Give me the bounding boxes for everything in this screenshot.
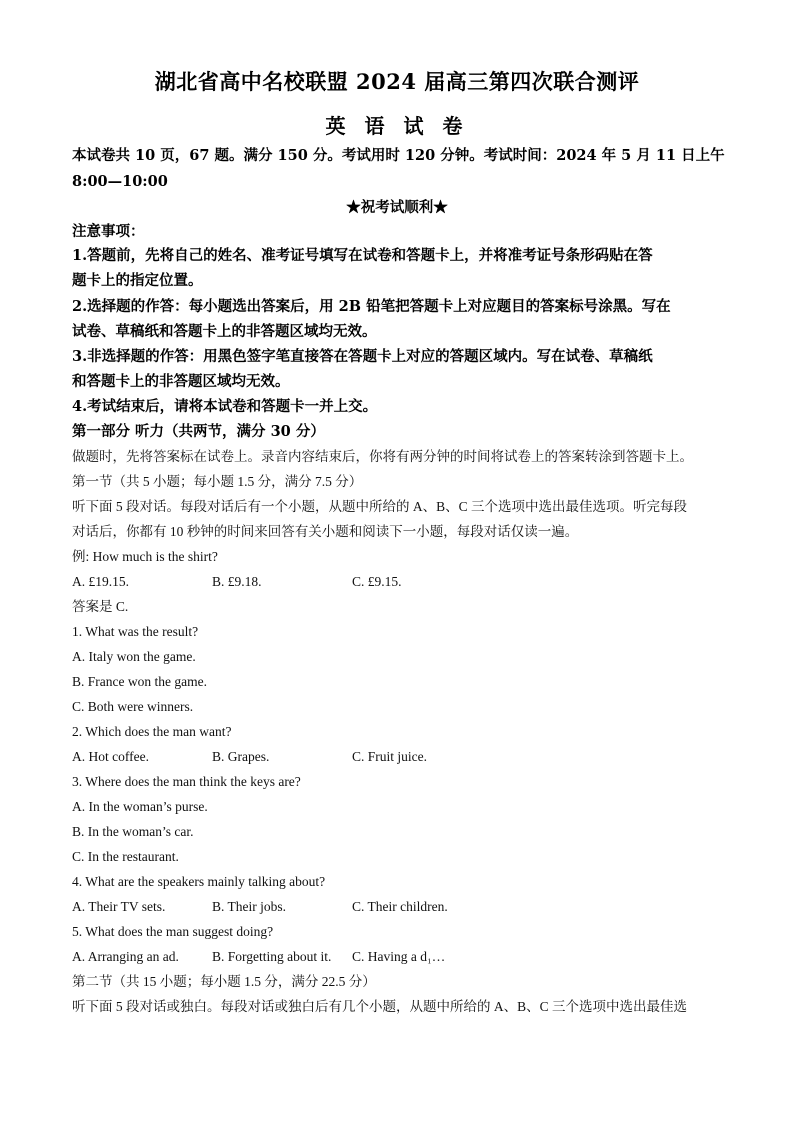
- question-5: 5. What does the man suggest doing?: [72, 924, 274, 939]
- part-1-heading: 第一部分 听力（共两节，满分 30 分）: [72, 423, 325, 440]
- note-2-b: 试卷、草稿纸和答题卡上的非答题区域均无效。: [72, 323, 377, 340]
- intro-line-2: 8:00—10:00: [72, 173, 168, 190]
- part-1-instructions: 做题时，先将答案标在试卷上。录音内容结束后，你将有两分钟的时间将试卷上的答案转涂到答题卡上。: [72, 449, 693, 464]
- question-4-option-b: B. Their jobs.: [212, 899, 286, 914]
- example-question: 例: How much is the shirt?: [72, 549, 218, 564]
- example-option-b: B. £9.18.: [212, 574, 262, 589]
- exam-title: 湖北省高中名校联盟 2024 届高三第四次联合测评: [154, 69, 640, 94]
- question-2-option-b: B. Grapes.: [212, 749, 270, 764]
- section-1-instructions-a: 听下面 5 段对话。每段对话后有一个小题，从题中所给的 A、B、C 三个选项中选出最佳选项。听完每段: [72, 499, 688, 514]
- question-4-option-c: C. Their children.: [352, 899, 448, 914]
- question-4-option-a: A. Their TV sets.: [72, 899, 166, 914]
- example-option-c: C. £9.15.: [352, 574, 402, 589]
- section-2-instructions: 听下面 5 段对话或独白。每段对话或独白后有几个小题，从题中所给的 A、B、C 三个选项中选出最佳选: [72, 999, 688, 1014]
- question-2-option-c: C. Fruit juice.: [352, 749, 427, 764]
- good-luck-line: ★祝考试顺利★: [346, 199, 448, 216]
- question-2: 2. Which does the man want?: [72, 724, 232, 739]
- section-2-heading: 第二节（共 15 小题；每小题 1.5 分，满分 22.5 分）: [72, 974, 376, 989]
- question-4: 4. What are the speakers mainly talking about?: [72, 874, 326, 889]
- question-3-option-b: B. In the woman’s car.: [72, 824, 194, 839]
- notes-heading: 注意事项：: [72, 223, 145, 240]
- note-1-b: 题卡上的指定位置。: [72, 272, 203, 289]
- question-1-option-b: B. France won the game.: [72, 674, 207, 689]
- note-3-b: 和答题卡上的非答题区域均无效。: [72, 373, 290, 390]
- note-3-a: 3.非选择题的作答：用黑色签字笔直接答在答题卡上对应的答题区域内。写在试卷、草稿纸: [72, 348, 653, 365]
- example-answer: 答案是 C.: [72, 599, 129, 614]
- exam-subtitle: 英 语 试 卷: [325, 114, 469, 138]
- section-1-heading: 第一节（共 5 小题；每小题 1.5 分，满分 7.5 分）: [72, 474, 363, 489]
- question-1-option-a: A. Italy won the game.: [72, 649, 196, 664]
- question-5-option-a: A. Arranging an ad.: [72, 949, 179, 964]
- question-1-option-c: C. Both were winners.: [72, 699, 194, 714]
- note-2-a: 2.选择题的作答：每小题选出答案后，用 2B 铅笔把答题卡上对应题目的答案标号涂黑。写在: [72, 298, 671, 315]
- question-1: 1. What was the result?: [72, 624, 199, 639]
- example-option-a: A. £19.15.: [72, 574, 129, 589]
- question-3-option-c: C. In the restaurant.: [72, 849, 179, 864]
- question-3: 3. Where does the man think the keys are?: [72, 774, 301, 789]
- section-1-instructions-b: 对话后，你都有 10 秒钟的时间来回答有关小题和阅读下一小题，每段对话仅读一遍。: [72, 524, 579, 539]
- note-4: 4.考试结束后，请将本试卷和答题卡一并上交。: [72, 398, 378, 415]
- intro-line-1: 本试卷共 10 页，67 题。满分 150 分。考试用时 120 分钟。考试时间：2024 年 5 月 11 日上午: [72, 147, 725, 164]
- question-5-option-b: B. Forgetting about it.: [212, 949, 332, 964]
- note-1-a: 1.答题前，先将自己的姓名、准考证号填写在试卷和答题卡上，并将准考证号条形码贴在答: [72, 247, 653, 264]
- question-5-option-c: C. Having a d₁…: [352, 949, 446, 964]
- question-3-option-a: A. In the woman’s purse.: [72, 799, 208, 814]
- question-2-option-a: A. Hot coffee.: [72, 749, 149, 764]
